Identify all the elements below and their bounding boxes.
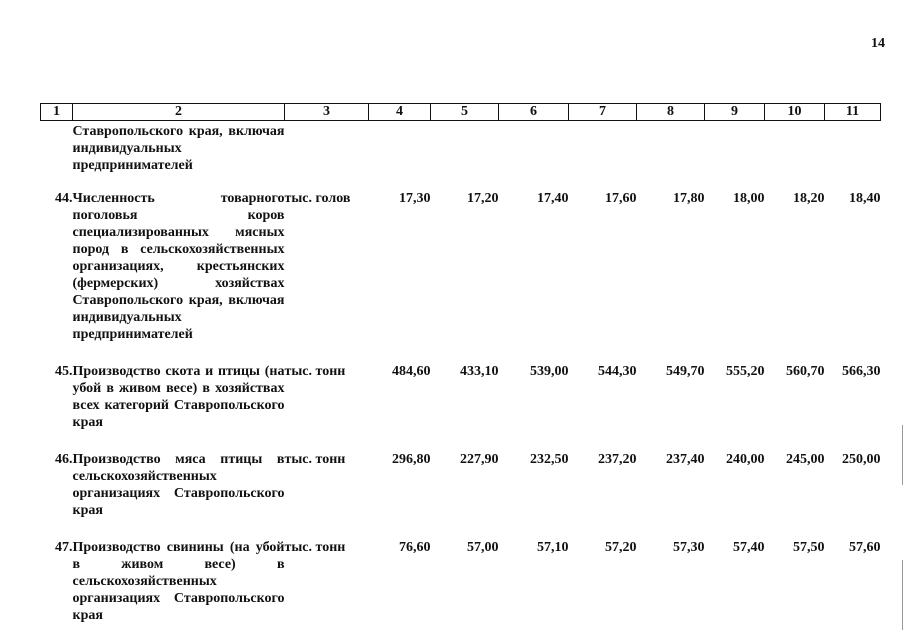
scan-edge-mark bbox=[902, 560, 903, 630]
row-value: 245,00 bbox=[786, 452, 825, 467]
row-value bbox=[431, 121, 499, 191]
row-value: 57,10 bbox=[537, 540, 569, 555]
row-number: 44. bbox=[55, 191, 73, 206]
row-value: 237,20 bbox=[598, 452, 637, 467]
table-row bbox=[41, 121, 881, 191]
row-value: 539,00 bbox=[530, 364, 569, 379]
table-row bbox=[41, 190, 881, 363]
row-number bbox=[41, 121, 73, 191]
row-unit: тыс. тонн bbox=[284, 540, 346, 555]
row-value: 57,50 bbox=[793, 540, 825, 555]
column-header: 9 bbox=[705, 104, 765, 121]
row-value: 76,60 bbox=[399, 540, 431, 555]
column-header: 8 bbox=[637, 104, 705, 121]
column-header: 6 bbox=[499, 104, 569, 121]
row-value: 555,20 bbox=[726, 364, 765, 379]
row-value: 566,30 bbox=[842, 364, 881, 379]
row-value: 18,00 bbox=[733, 191, 765, 206]
row-unit: тыс. тонн bbox=[284, 452, 346, 467]
row-value: 433,10 bbox=[460, 364, 499, 379]
row-value bbox=[825, 121, 881, 191]
column-number-header bbox=[41, 104, 881, 121]
row-unit bbox=[285, 121, 369, 191]
column-header: 2 bbox=[73, 104, 285, 121]
row-value: 57,40 bbox=[733, 540, 765, 555]
row-description: Производство мяса птицы в сельскохозяйственных организациях Ставропольского края bbox=[72, 452, 285, 518]
row-value: 484,60 bbox=[392, 364, 431, 379]
row-value: 227,90 bbox=[460, 452, 499, 467]
column-header: 11 bbox=[825, 104, 881, 121]
indicator-table bbox=[40, 103, 881, 644]
row-value: 237,40 bbox=[666, 452, 705, 467]
row-value: 296,80 bbox=[392, 452, 431, 467]
column-header: 4 bbox=[369, 104, 431, 121]
row-value: 17,20 bbox=[467, 191, 499, 206]
column-header: 1 bbox=[41, 104, 73, 121]
row-value: 17,40 bbox=[537, 191, 569, 206]
row-number: 45. bbox=[55, 364, 73, 379]
row-value: 240,00 bbox=[726, 452, 765, 467]
row-number: 47. bbox=[55, 540, 73, 555]
table-row bbox=[41, 363, 881, 451]
column-header: 10 bbox=[765, 104, 825, 121]
row-value bbox=[705, 121, 765, 191]
row-value: 232,50 bbox=[530, 452, 569, 467]
row-value bbox=[765, 121, 825, 191]
row-description: Численность товарного поголовья коров специализированных мясных пород в сельскохозяйственных организациях, крестьянских (фермерских) хозяйствах Ставропольского края, включая индивидуальных предпринимателей bbox=[72, 191, 285, 342]
row-value: 560,70 bbox=[786, 364, 825, 379]
row-value: 17,80 bbox=[673, 191, 705, 206]
column-header: 7 bbox=[569, 104, 637, 121]
row-value: 17,60 bbox=[605, 191, 637, 206]
row-value: 57,20 bbox=[605, 540, 637, 555]
column-header: 5 bbox=[431, 104, 499, 121]
table-row bbox=[41, 539, 881, 644]
row-value: 18,20 bbox=[793, 191, 825, 206]
row-value: 549,70 bbox=[666, 364, 705, 379]
row-value: 57,00 bbox=[467, 540, 499, 555]
row-description: Ставропольского края, включая индивидуальных предпринимателей bbox=[72, 124, 285, 173]
row-unit: тыс. тонн bbox=[284, 364, 346, 379]
row-value: 17,30 bbox=[399, 191, 431, 206]
row-value bbox=[637, 121, 705, 191]
row-value: 250,00 bbox=[842, 452, 881, 467]
row-description: Производство скота и птицы (на убой в живом весе) в хозяйствах всех категорий Ставропольского края bbox=[72, 364, 285, 430]
row-value bbox=[369, 121, 431, 191]
row-value bbox=[569, 121, 637, 191]
scan-edge-mark bbox=[902, 425, 903, 485]
column-header: 3 bbox=[285, 104, 369, 121]
row-value: 57,60 bbox=[849, 540, 881, 555]
row-value bbox=[499, 121, 569, 191]
row-value: 57,30 bbox=[673, 540, 705, 555]
row-description: Производство свинины (на убой в живом весе) в сельскохозяйственных организациях Ставропольского края bbox=[72, 540, 285, 623]
table-row bbox=[41, 451, 881, 539]
row-value: 18,40 bbox=[849, 191, 881, 206]
row-unit: тыс. голов bbox=[284, 191, 351, 206]
page-number: 14 bbox=[871, 36, 885, 51]
row-value: 544,30 bbox=[598, 364, 637, 379]
row-number: 46. bbox=[55, 452, 73, 467]
